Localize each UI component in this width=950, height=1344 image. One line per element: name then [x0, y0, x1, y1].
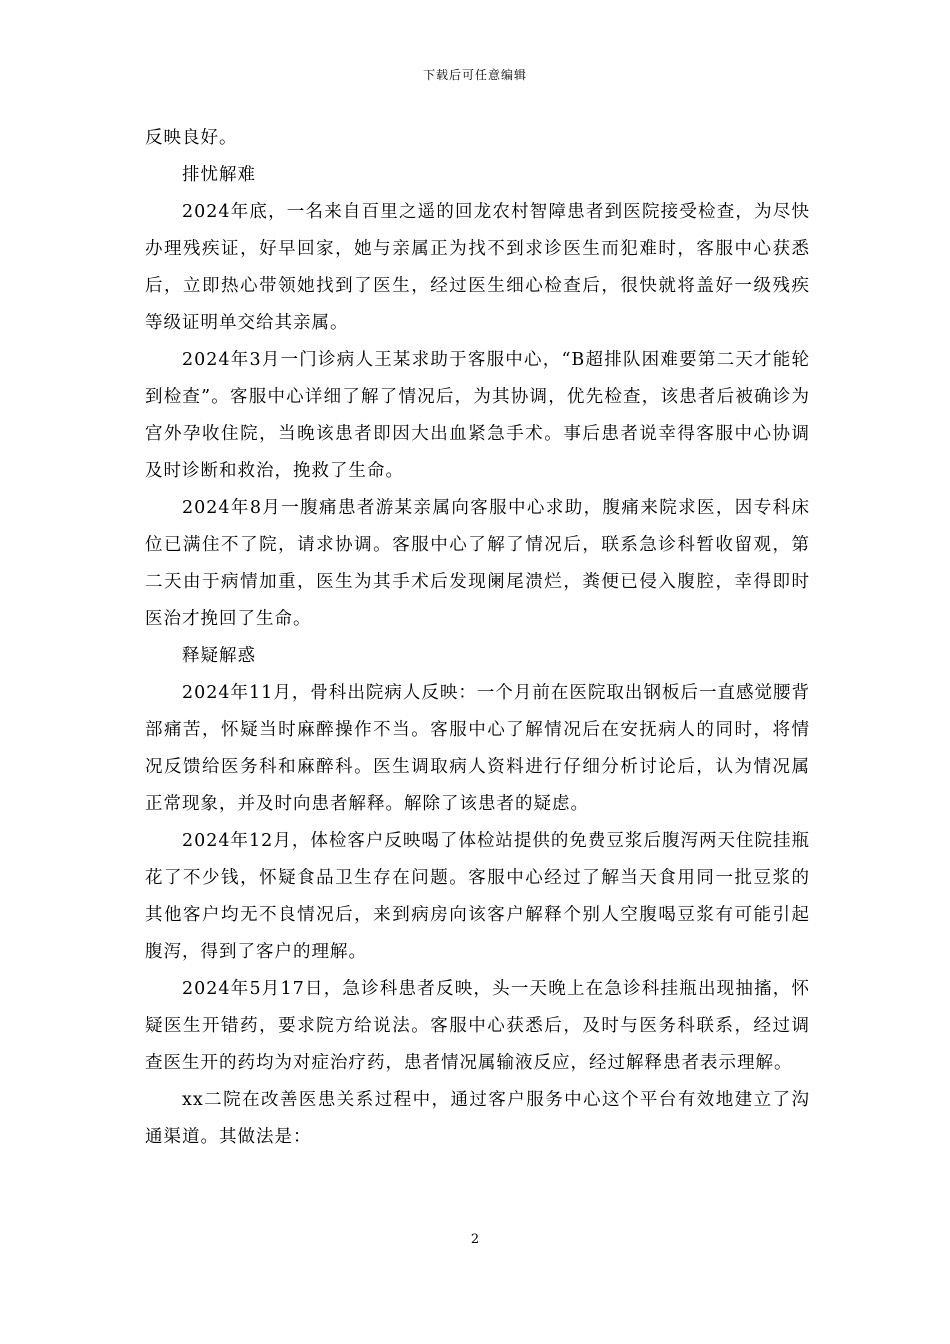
document-body	[145, 120, 810, 1156]
section-heading: 排忧解难	[182, 165, 256, 185]
paragraph: 2024年8月一腹痛患者游某亲属向客服中心求助，腹痛来院求医，因专科床位已满住不了院，请求协调。客服中心了解了情况后，联系急诊科暂收留观，第二天由于病情加重，医生为其手术后发现阑尾溃烂，粪便已侵入腹腔，幸得即时医治才挽回了生命。	[145, 498, 810, 629]
paragraph: 反映良好。	[145, 128, 238, 148]
paragraph: xx二院在改善医患关系过程中，通过客户服务中心这个平台有效地建立了沟通渠道。其做法是：	[145, 1090, 810, 1147]
paragraph: 2024年底，一名来自百里之遥的回龙农村智障患者到医院接受检查，为尽快办理残疾证，好早回家，她与亲属正为找不到求诊医生而犯难时，客服中心获悉后，立即热心带领她找到了医生，经过医生细心检查后，很快就将盖好一级残疾等级证明单交给其亲属。	[145, 202, 810, 333]
paragraph: 2024年5月17日，急诊科患者反映，头一天晚上在急诊科挂瓶出现抽搐，怀疑医生开错药，要求院方给说法。客服中心获悉后，及时与医务科联系，经过调查医生开的药均为对症治疗药，患者情况属输液反应，经过解释患者表示理解。	[145, 979, 810, 1073]
paragraph: 2024年12月，体检客户反映喝了体检站提供的免费豆浆后腹泻两天住院挂瓶花了不少钱，怀疑食品卫生存在问题。客服中心经过了解当天食用同一批豆浆的其他客户均无不良情况后，来到病房向该客户解释个别人空腹喝豆浆有可能引起腹泻，得到了客户的理解。	[145, 831, 810, 962]
page-header: 下载后可任意编辑	[422, 68, 527, 82]
paragraph: 2024年3月一门诊病人王某求助于客服中心，“B超排队困难要第二天才能轮到检查”。客服中心详细了解了情况后，为其协调，优先检查，该患者后被确诊为宫外孕收住院，当晚该患者即因大出血紧急手术。事后患者说幸得客服中心协调及时诊断和救治，挽救了生命。	[145, 350, 810, 481]
paragraph: 2024年11月，骨科出院病人反映：一个月前在医院取出钢板后一直感觉腰背部痛苦，怀疑当时麻醉操作不当。客服中心了解情况后在安抚病人的同时，将情况反馈给医务科和麻醉科。医生调取病人资料进行仔细分析讨论后，认为情况属正常现象，并及时向患者解释。解除了该患者的疑虑。	[145, 683, 810, 814]
section-heading: 释疑解惑	[182, 646, 256, 666]
page-number: 2	[470, 1232, 480, 1247]
